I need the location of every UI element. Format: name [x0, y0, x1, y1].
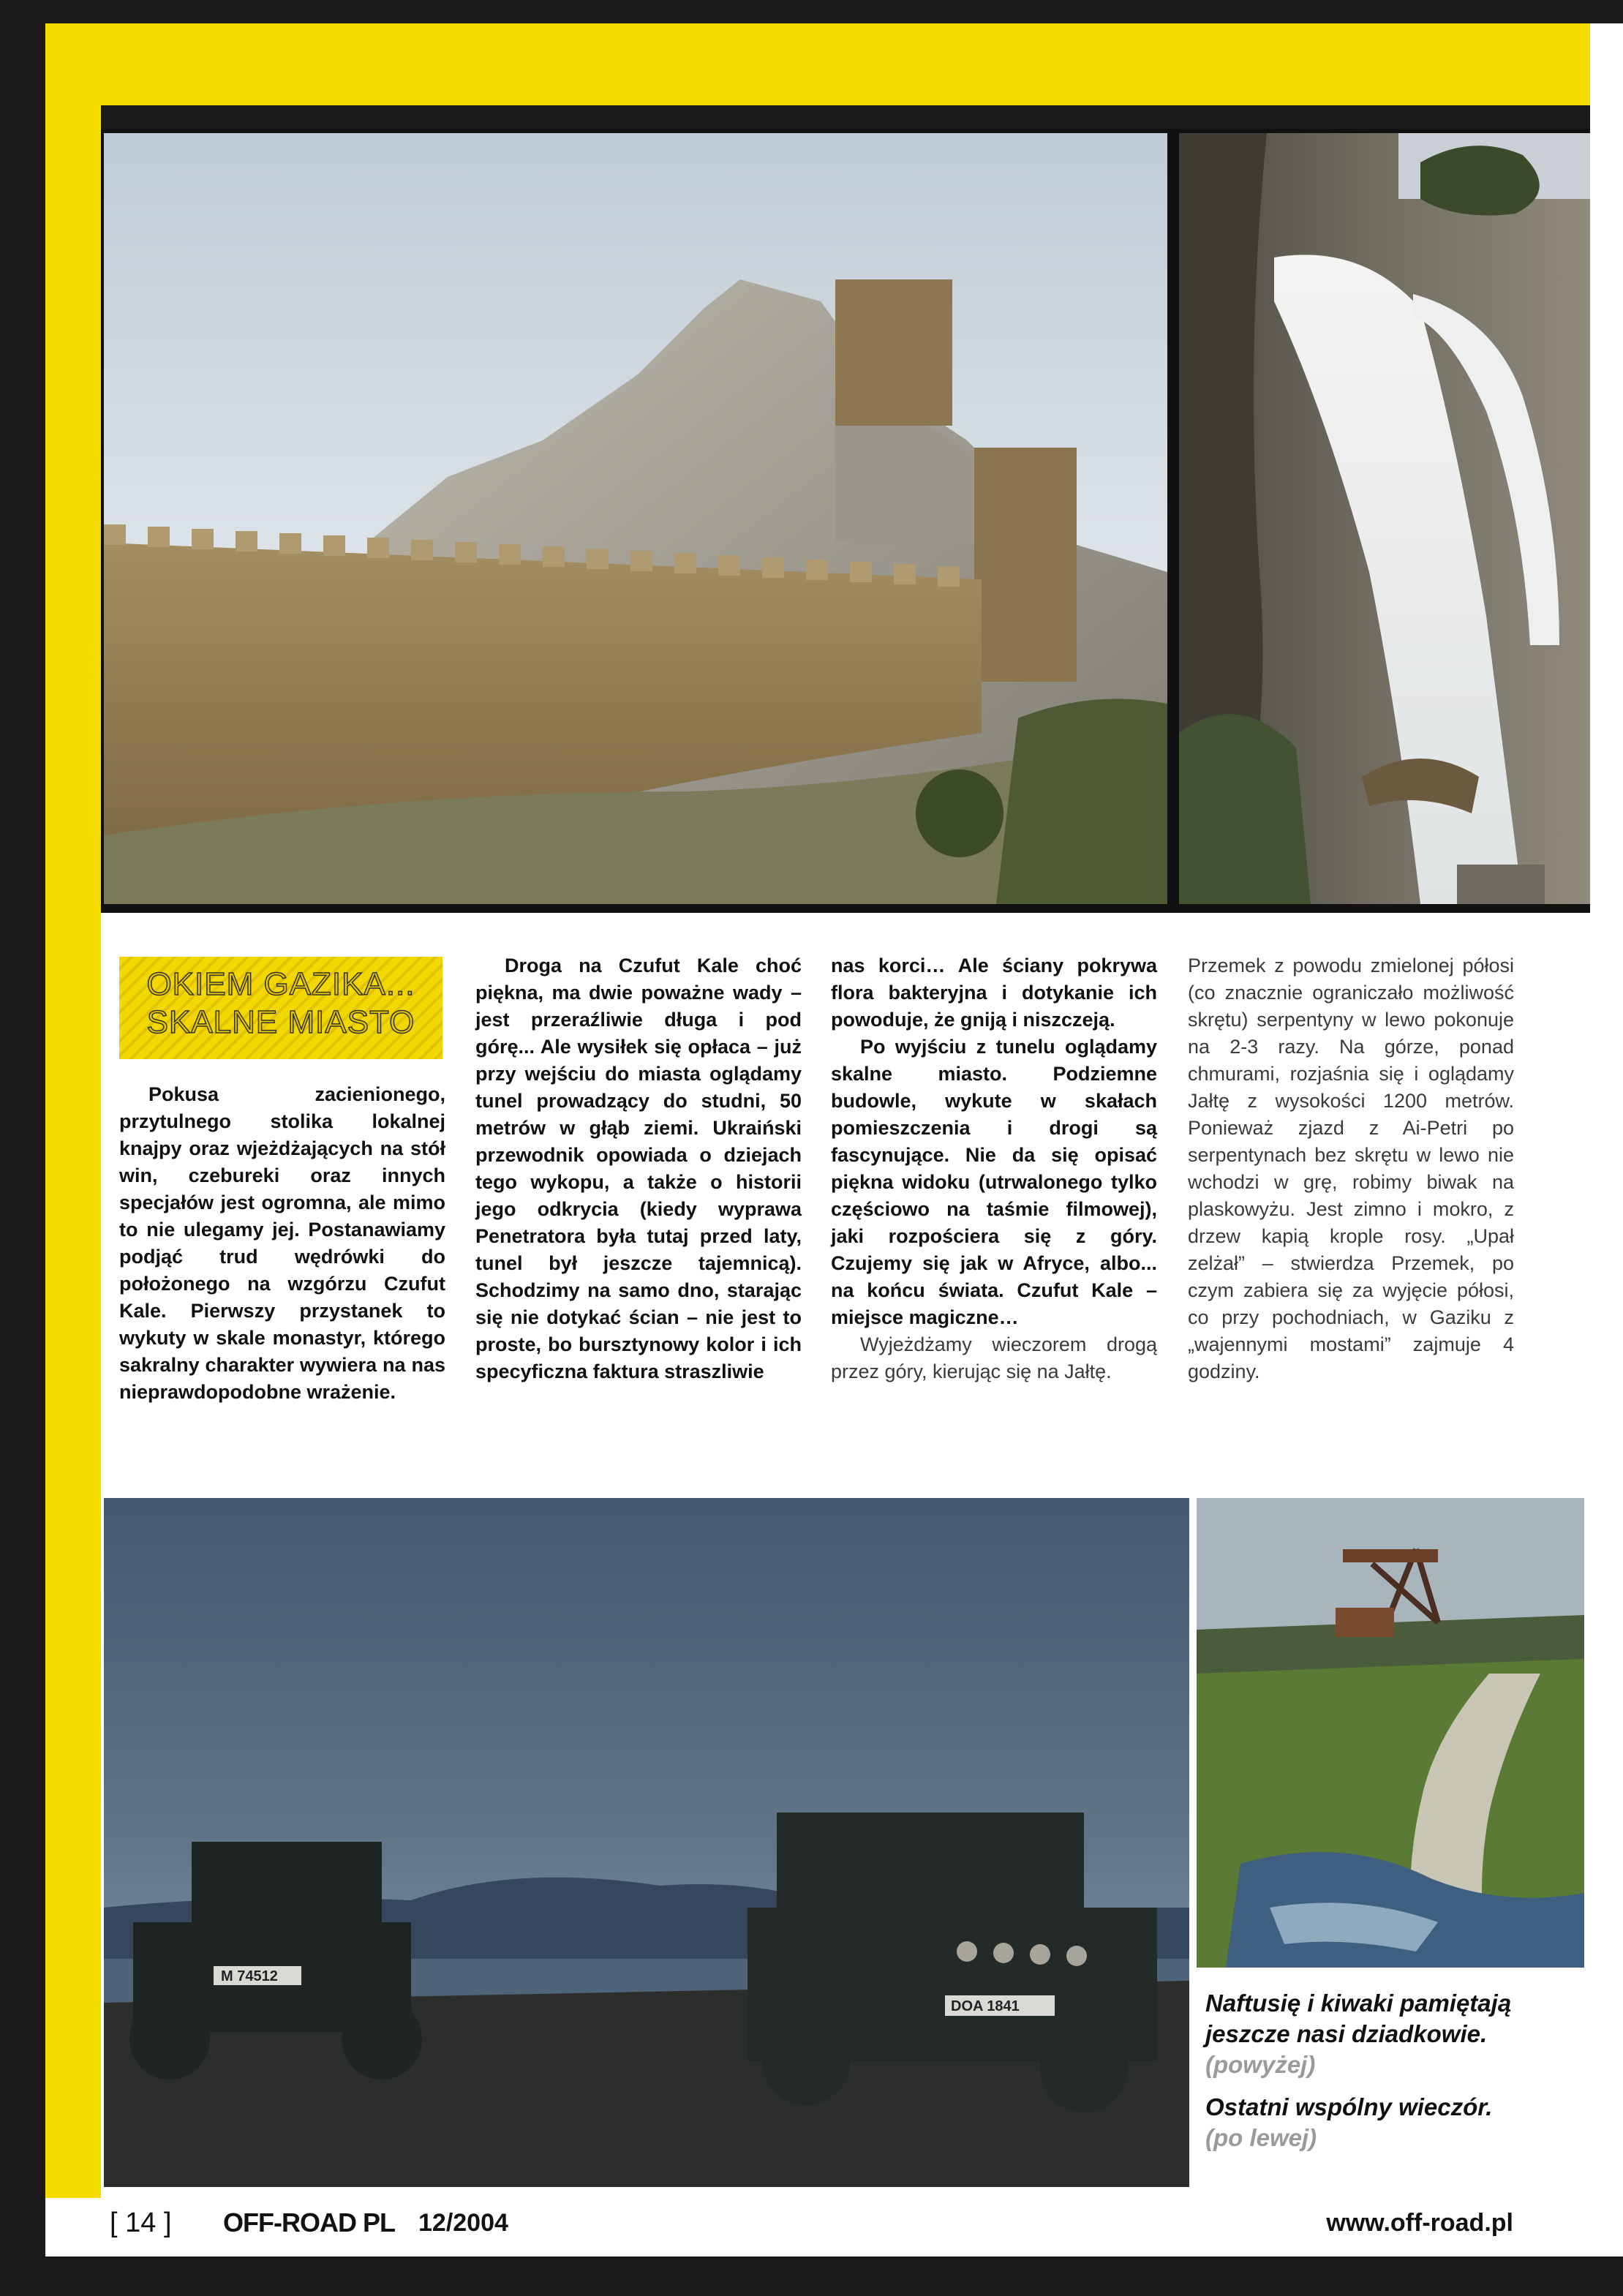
paragraph: Po wyjściu z tunelu oglądamy skalne miasto. Podziemne budowle, wykute w skałach pomieszczenia i drogi są fascynujące. Nie da się opisać piękna widoku (utrwalonego tylko częściowo na taśmie filmowej), jaki rozpościera się z góry. Czujemy się jak w Afryce, albo... na końcu świata. Czufut Kale – miejsce magiczne… — [831, 1036, 1157, 1328]
magazine-name: OFF-ROAD PL — [223, 2207, 395, 2237]
text-column-3 — [831, 952, 1157, 1385]
plate-nissan: DOA 1841 — [951, 1998, 1020, 2014]
top-frame-bar — [45, 0, 1623, 23]
photo-jeeps-evening — [104, 1498, 1189, 2187]
caption-line: (powyżej) — [1205, 2051, 1316, 2078]
caption-line: jeszcze nasi dziadkowie. — [1205, 2020, 1488, 2047]
section-badge — [119, 957, 443, 1059]
bottom-frame-bar — [0, 2257, 1623, 2296]
plate-gaz: M 74512 — [221, 1968, 278, 1984]
photo-fortress — [104, 133, 1167, 904]
paragraph: Przemek z powodu zmielonej półosi (co znacznie ograniczało możliwość skrętu) serpentyny w lewo pokonuje na 2-3 razy. Na górze, ponad chmurami, rozjaśnia się i oglądamy Jałtę z wysokości 1200 metrów. Ponieważ zjazd z Ai-Petri po serpentynach bez skrętu w lewo nie wchodzi w grę, robimy biwak na plaskowyżu. Jest zimno i mokro, z drzew kapią krople rosy. „Upał zelżał” – stwierdza Przemek, po czym zabiera się za wyjęcie półosi, co przy pochodniach, w Gaziku z „wajennymi mostami” zajmuje 4 godziny. — [1188, 955, 1514, 1382]
paragraph: nas korci… Ale ściany pokrywa flora bakteryjna i dotykanie ich powoduje, że gniją i niszczeją. — [831, 955, 1157, 1031]
caption-line: Ostatni wspólny wieczór. — [1205, 2093, 1493, 2120]
photo-caption — [1189, 1975, 1584, 2187]
paragraph: Droga na Czufut Kale choć piękna, ma dwie poważne wady – jest przeraźliwie długa i pod górę... Ale wysiłek się opłaca – już przy wejściu do miasta oglądamy tunel prowadzący do studni, 50 metrów w głąb ziemi. Ukraiński przewodnik opowiada o dziejach tego wykopu, a także o historii jego odkrycia (kiedy wyprawa Penetratora była tutaj przed laty, tunel był jeszcze tajemnicą). Schodzimy na samo dno, starając się nie dotykać ścian – nie jest to proste, bo bursztynowy kolor i ich specyficzna faktura straszliwie — [475, 955, 802, 1382]
badge-title — [119, 966, 443, 1042]
left-frame-bar — [0, 0, 45, 2296]
website-link[interactable]: www.off-road.pl — [1326, 2209, 1513, 2237]
photo-oil-pump — [1197, 1498, 1584, 1968]
page-number: [ 14 ] — [110, 2207, 172, 2238]
caption-line: Naftusię i kiwaki pamiętają — [1205, 1990, 1512, 2017]
text-column-4 — [1188, 952, 1514, 1385]
paragraph: Pokusa zacienionego, przytulnego stolika lokalnej knajpy oraz wjeżdżających na stół win, czebureki oraz innych specjałów jest ogromna, ale mimo to nie ulegamy jej. Postanawiamy podjąć trud wędrówki do położonego na wzgórzu Czufut Kale. Pierwszy przystanek to wykuty w skale monastyr, którego sakralny charakter wywiera na nas nieprawdopodobne wrażenie. — [119, 1083, 445, 1403]
yellow-side-band — [45, 23, 101, 2198]
caption-line: (po lewej) — [1205, 2124, 1317, 2151]
text-column-1 — [119, 1081, 445, 1406]
paragraph: Wyjeżdżamy wieczorem drogą przez góry, kierując się na Jałtę. — [831, 1333, 1157, 1382]
text-column-2 — [475, 952, 802, 1385]
yellow-header-band — [101, 23, 1590, 105]
header-divider — [101, 105, 1590, 129]
badge-line-2: SKALNE MIASTO — [146, 1004, 415, 1040]
badge-line-1: OKIEM GAZIKA... — [146, 966, 415, 1002]
photo-waterfall — [1179, 133, 1590, 904]
issue-number: 12/2004 — [418, 2209, 508, 2237]
